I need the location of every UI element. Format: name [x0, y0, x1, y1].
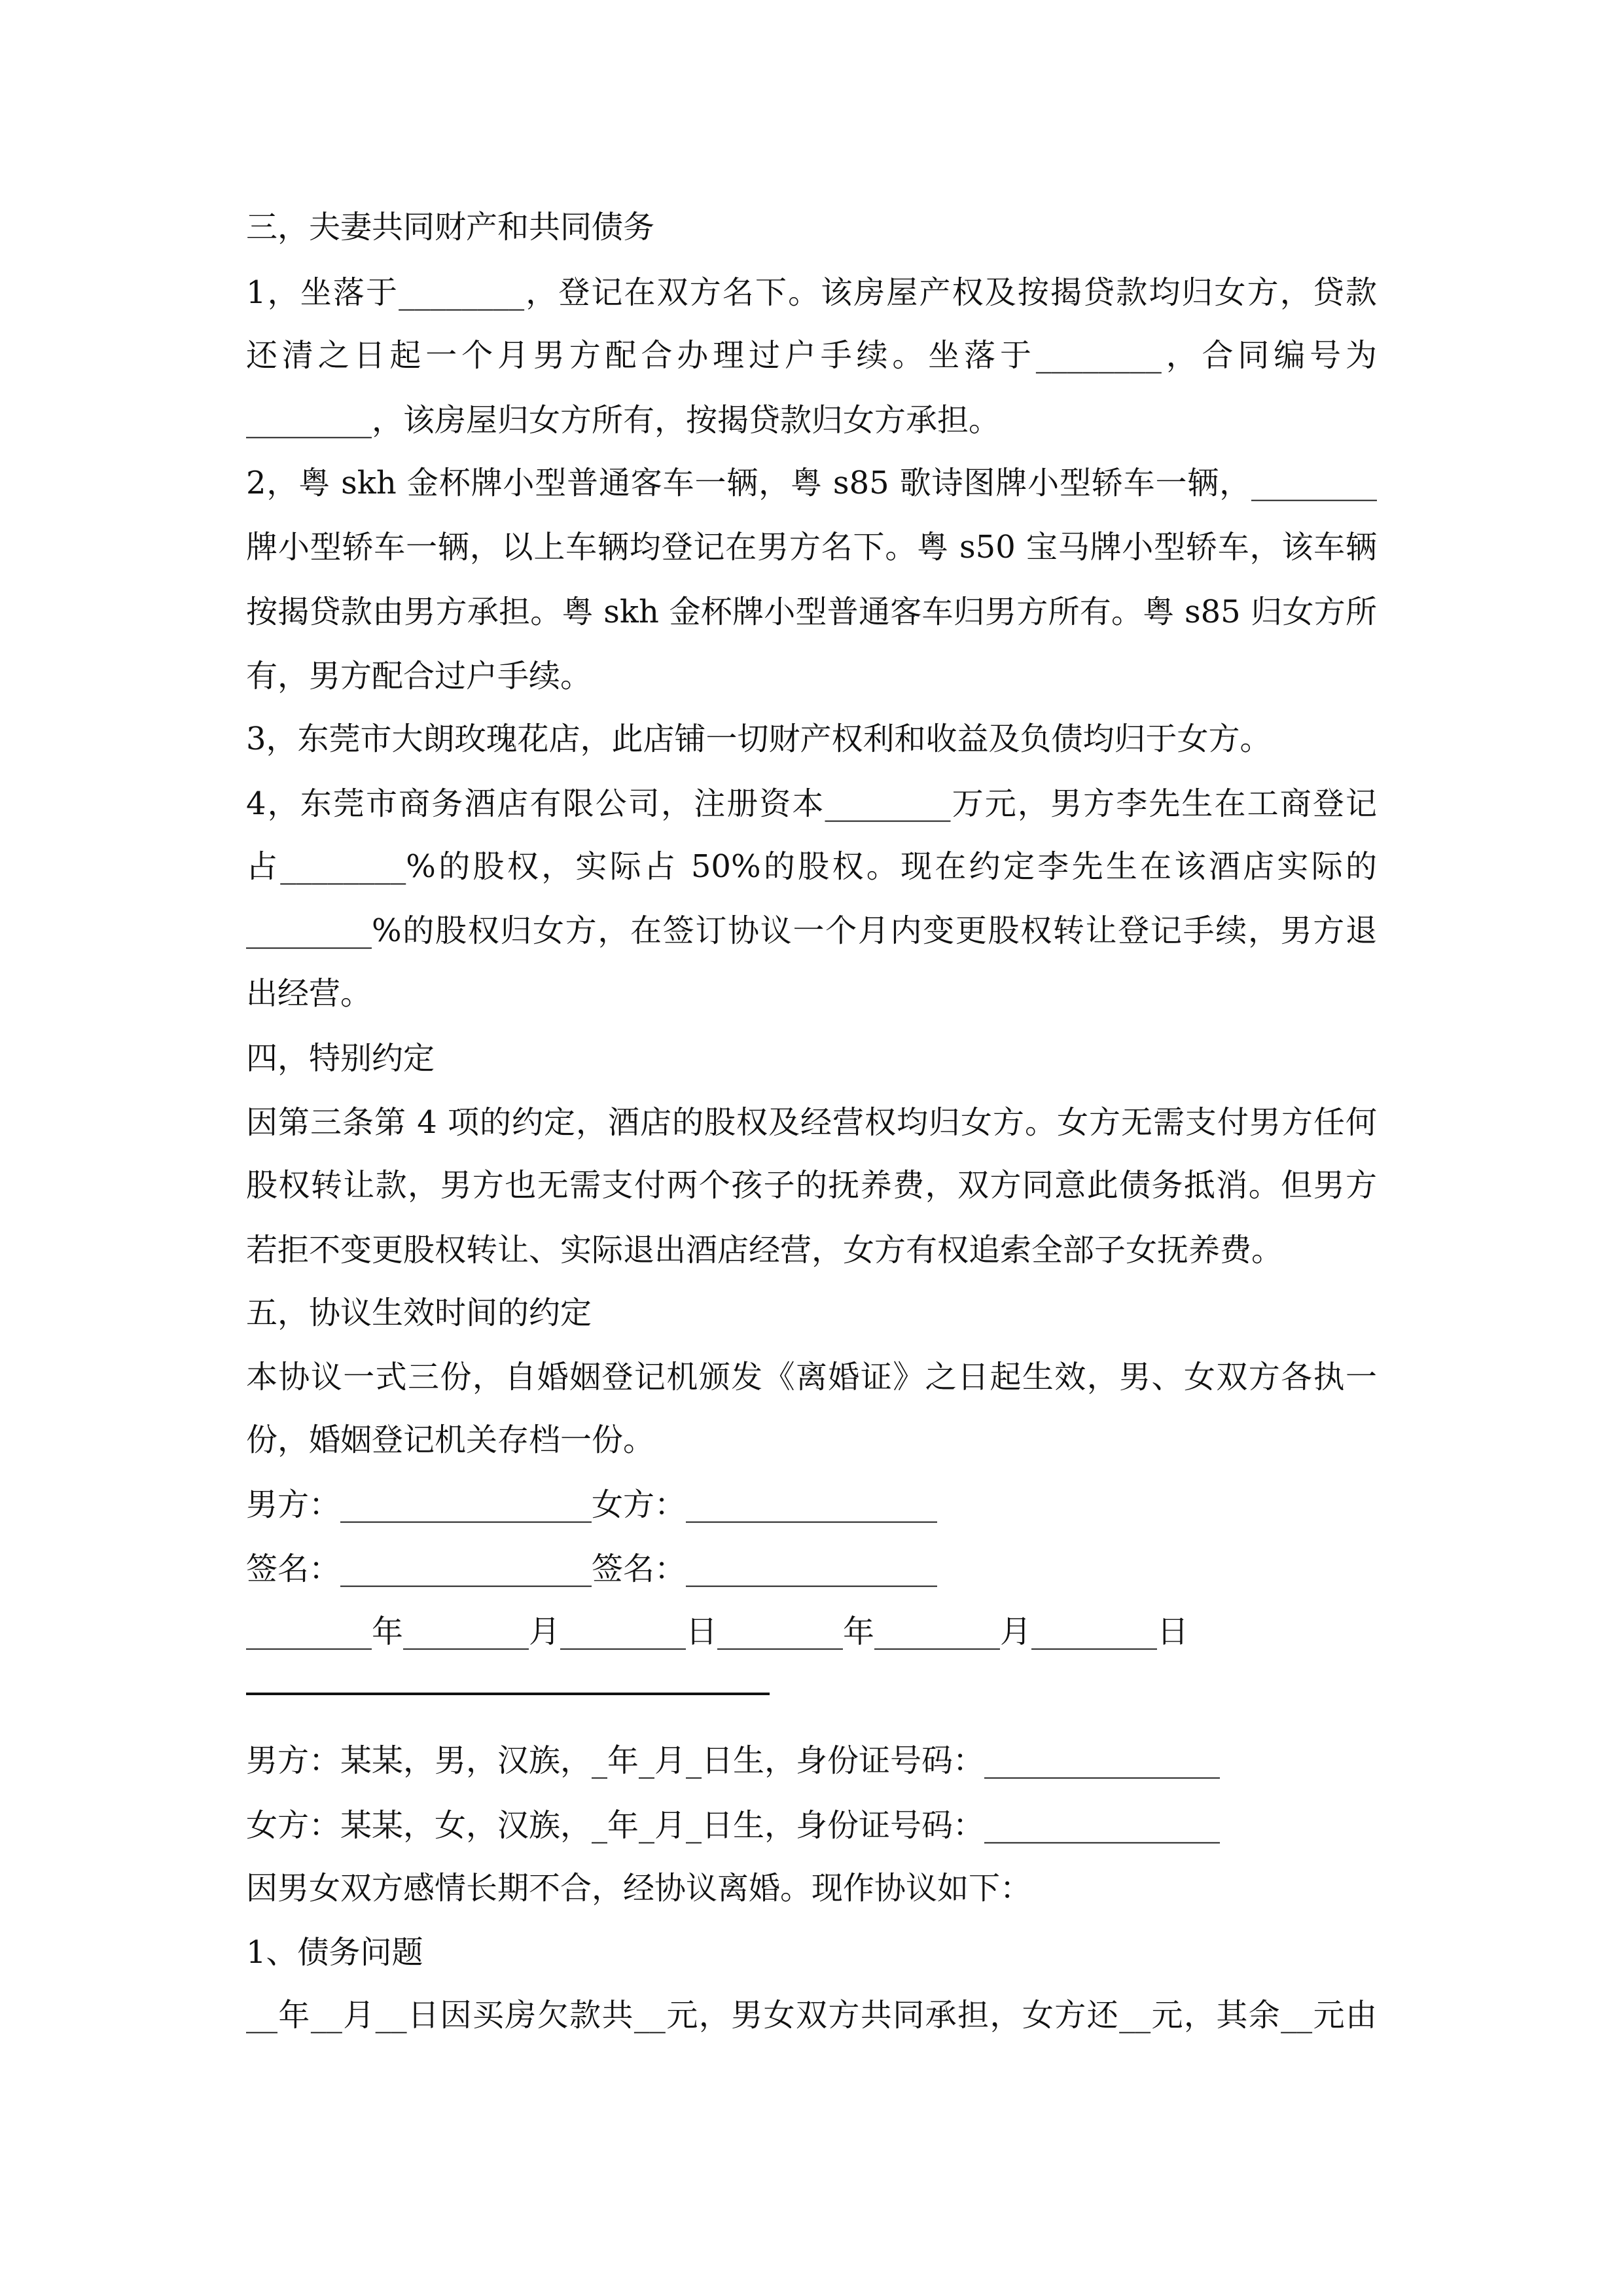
- paragraph-line: 4，东莞市商务酒店有限公司，注册资本________万元，男方李先生在工商登记: [246, 785, 1377, 822]
- paragraph-line: 占________%的股权，实际占 50%的股权。现在约定李先生在该酒店实际的: [246, 848, 1377, 885]
- paragraph-line: 3，东莞市大朗玫瑰花店，此店铺一切财产权利和收益及负债均归于女方。: [246, 721, 1272, 757]
- signature-line: 签名：________________签名：________________: [246, 1551, 938, 1587]
- paragraph-line: 牌小型轿车一辆，以上车辆均登记在男方名下。粤 s50 宝马牌小型轿车，该车辆: [246, 529, 1377, 565]
- party-info-female: 女方：某某，女，汉族，_年_月_日生，身份证号码：_______________: [246, 1807, 1221, 1844]
- paragraph-line: 股权转让款，男方也无需支付两个孩子的抚养费，双方同意此债务抵消。但男方: [246, 1167, 1377, 1204]
- section-heading: 1、债务问题: [246, 1934, 423, 1971]
- paragraph-line: 因男女双方感情长期不合，经协议离婚。现作协议如下：: [246, 1870, 1032, 1907]
- paragraph-line: 有，男方配合过户手续。: [246, 658, 592, 694]
- section-heading: 三，夫妻共同财产和共同债务: [246, 209, 655, 245]
- section-heading: 四，特别约定: [246, 1040, 435, 1077]
- paragraph-line: 1，坐落于________，登记在双方名下。该房屋产权及按揭贷款均归女方，贷款: [246, 274, 1377, 311]
- date-line: ________年________月________日________年________月________日: [246, 1613, 1189, 1650]
- paragraph-line: 按揭贷款由男方承担。粤 skh 金杯牌小型普通客车归男方所有。粤 s85 归女方所: [246, 594, 1377, 630]
- paragraph-line: 份，婚姻登记机关存档一份。: [246, 1422, 655, 1458]
- party-names-line: 男方：________________女方：________________: [246, 1486, 938, 1523]
- paragraph-line: 若拒不变更股权转让、实际退出酒店经营，女方有权追索全部子女抚养费。: [246, 1232, 1283, 1268]
- separator-rule: [246, 1693, 770, 1695]
- paragraph-line: 出经营。: [246, 975, 372, 1012]
- paragraph-line: 2，粤 skh 金杯牌小型普通客车一辆，粤 s85 歌诗图牌小型轿车一辆，________: [246, 465, 1377, 501]
- paragraph-line: 因第三条第 4 项的约定，酒店的股权及经营权均归女方。女方无需支付男方任何: [246, 1104, 1377, 1141]
- party-info-male: 男方：某某，男，汉族，_年_月_日生，身份证号码：_______________: [246, 1742, 1221, 1779]
- paragraph-line: ________，该房屋归女方所有，按揭贷款归女方承担。: [246, 402, 1001, 439]
- paragraph-line: __年__月__日因买房欠款共__元，男女双方共同承担，女方还__元，其余__元由: [246, 1997, 1377, 2034]
- paragraph-line: ________%的股权归女方，在签订协议一个月内变更股权转让登记手续，男方退: [246, 912, 1377, 949]
- section-heading: 五，协议生效时间的约定: [246, 1295, 592, 1331]
- paragraph-line: 本协议一式三份，自婚姻登记机颁发《离婚证》之日起生效，男、女双方各执一: [246, 1359, 1377, 1395]
- paragraph-line: 还清之日起一个月男方配合办理过户手续。坐落于________，合同编号为: [246, 337, 1377, 374]
